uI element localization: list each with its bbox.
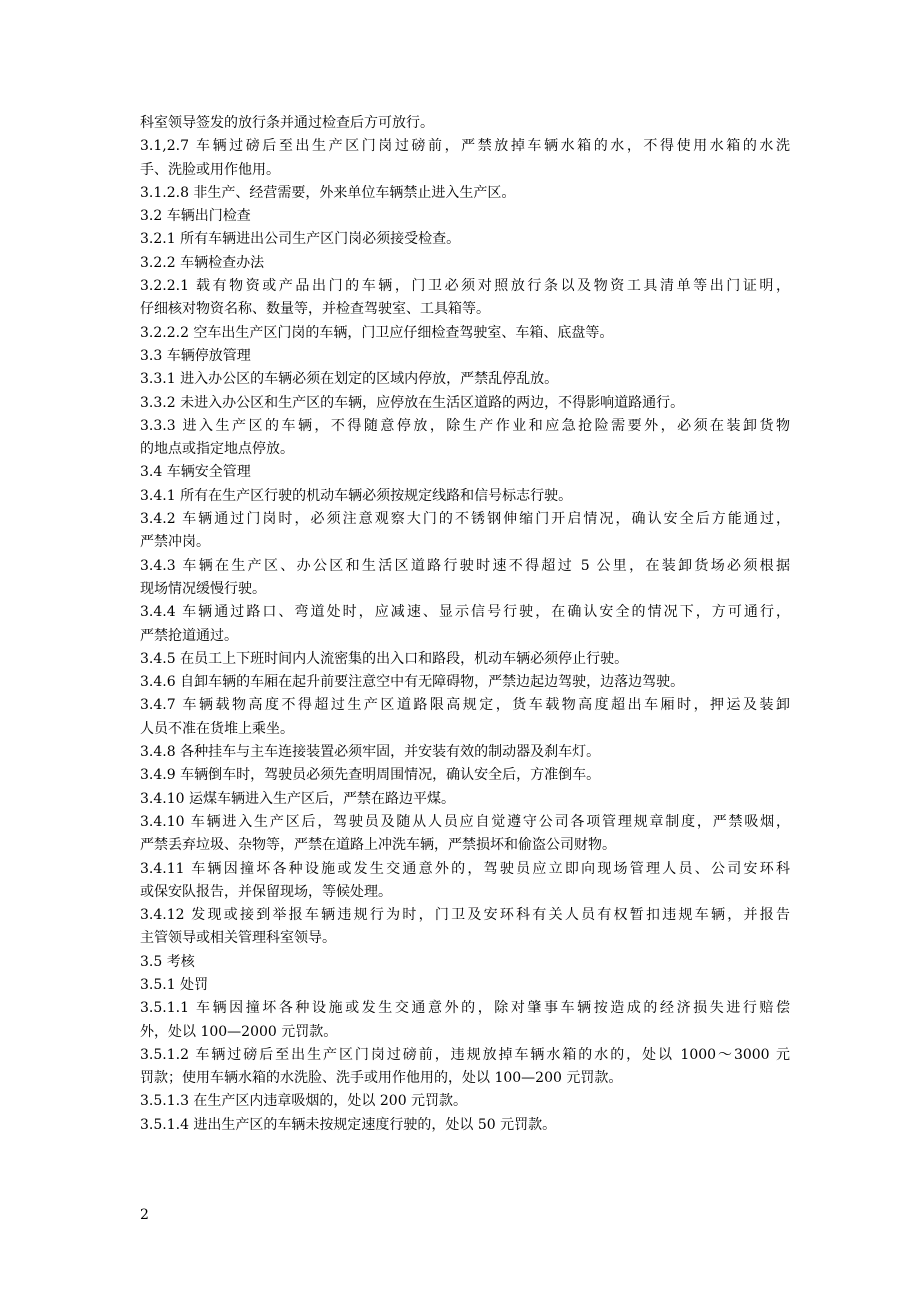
text-line: 3.4.2 车辆通过门岗时，必须注意观察大门的不锈钢伸缩门开启情况，确认安全后方能通过， [140,511,790,528]
text-line: 3.2.1 所有车辆进出公司生产区门岗必须接受检查。 [140,231,461,248]
text-line: 严禁抢道通过。 [140,627,238,644]
text-line: 3.4.5 在员工上下班时间内人流密集的出入口和路段，机动车辆必须停止行驶。 [140,650,629,667]
text-line: 3.3.1 进入办公区的车辆必须在划定的区域内停放，严禁乱停乱放。 [140,371,559,388]
text-line: 3.2.2.1 载有物资或产品出门的车辆，门卫必须对照放行条以及物资工具清单等出门证明， [140,278,790,295]
text-line: 外，处以 100—2000 元罚款。 [140,1023,338,1040]
text-line: 严禁冲岗。 [140,534,210,551]
text-line: 罚款；使用车辆水箱的水洗脸、洗手或用作他用的，处以 100—200 元罚款。 [140,1070,623,1087]
page-number: 2 [140,1207,149,1223]
text-line: 3.4.8 各种挂车与主车连接装置必须牢固，并安装有效的制动器及刹车灯。 [140,744,601,761]
text-line: 3.4.6 自卸车辆的车厢在起升前要注意空中有无障碍物，严禁边起边驾驶，边落边驾驶。 [140,674,685,691]
text-line: 主管领导或相关管理科室领导。 [140,930,336,947]
text-line: 3.4 车辆安全管理 [140,464,251,481]
text-line: 3.4.3 车辆在生产区、办公区和生活区道路行驶时速不得超过 5 公里，在装卸货场必须根据 [140,557,790,574]
text-line: 现场情况缓慢行驶。 [140,580,266,597]
text-line: 手、洗脸或用作他用。 [140,161,280,178]
text-line: 3.4.10 运煤车辆进入生产区后，严禁在路边平煤。 [140,790,455,807]
text-line: 3.4.1 所有在生产区行驶的机动车辆必须按规定线路和信号标志行驶。 [140,487,573,504]
text-line: 严禁丢弃垃圾、杂物等，严禁在道路上冲洗车辆，严禁损坏和偷盗公司财物。 [140,837,616,854]
text-line: 3.2 车辆出门检查 [140,208,251,225]
text-line: 3.5.1.4 进出生产区的车辆未按规定速度行驶的，处以 50 元罚款。 [140,1116,557,1133]
text-line: 3.3.3 进入生产区的车辆，不得随意停放，除生产作业和应急抢险需要外，必须在装卸货物 [140,417,790,434]
text-line: 3.5.1 处罚 [140,976,209,993]
text-line: 3.4.10 车辆进入生产区后，驾驶员及随从人员应自觉遵守公司各项管理规章制度，严禁吸烟， [140,813,790,830]
text-line: 3.1,2.7 车辆过磅后至出生产区门岗过磅前，严禁放掉车辆水箱的水，不得使用水箱的水洗 [140,138,790,155]
text-line: 仔细核对物资名称、数量等，并检查驾驶室、工具箱等。 [140,301,490,318]
text-line: 3.5.1.2 车辆过磅后至出生产区门岗过磅前，违规放掉车辆水箱的水的，处以 1000～3000 元 [140,1046,790,1063]
text-line: 3.3.2 未进入办公区和生产区的车辆，应停放在生活区道路的两边，不得影响道路通行。 [140,394,685,411]
text-line: 3.4.4 车辆通过路口、弯道处时，应减速、显示信号行驶，在确认安全的情况下，方可通行， [140,604,790,621]
text-line: 人员不准在货堆上乘坐。 [140,720,294,737]
text-line: 3.1.2.8 非生产、经营需要，外来单位车辆禁止进入生产区。 [140,184,516,201]
text-line: 3.2.2.2 空车出生产区门岗的车辆，门卫应仔细检查驾驶室、车箱、底盘等。 [140,324,614,341]
text-line: 3.4.7 车辆载物高度不得超过生产区道路限高规定，货车载物高度超出车厢时，押运及装卸 [140,697,790,714]
text-line: 的地点或指定地点停放。 [140,441,294,458]
text-line: 3.4.12 发现或接到举报车辆违规行为时，门卫及安环科有关人员有权暂扣违规车辆，并报告 [140,907,790,924]
text-line: 3.5.1.1 车辆因撞坏各种设施或发生交通意外的，除对肇事车辆按造成的经济损失进行赔偿 [140,1000,790,1017]
text-line: 3.5.1.3 在生产区内违章吸烟的，处以 200 元罚款。 [140,1093,468,1110]
document-body [140,112,790,1137]
text-line: 科室领导签发的放行条并通过检查后方可放行。 [140,115,434,131]
text-line: 或保安队报告，并保留现场，等候处理。 [140,883,392,900]
text-line: 3.4.11 车辆因撞坏各种设施或发生交通意外的，驾驶员应立即向现场管理人员、公司安环科 [140,860,790,877]
text-line: 3.2.2 车辆检查办法 [140,254,265,271]
text-line: 3.4.9 车辆倒车时，驾驶员必须先查明周围情况，确认安全后，方准倒车。 [140,767,601,784]
text-line: 3.3 车辆停放管理 [140,347,251,364]
text-line: 3.5 考核 [140,953,195,970]
